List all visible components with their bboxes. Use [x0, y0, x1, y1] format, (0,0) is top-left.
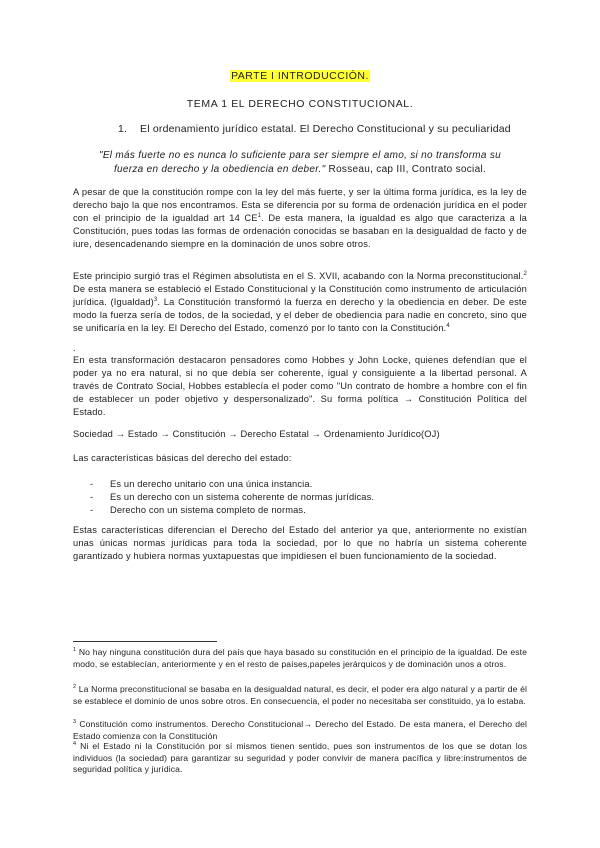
paragraph-3: En esta transformación destacaron pensadores como Hobbes y John Locke, quienes defendían que el poder ya no era natural, si no que debía ser coherente, igual y consiguiente a la libertad personal. A través de Contrato Social, Hobbes establecía el poder como "Un contrato de hombre a hombre con el fin de establecer un poder objetivo y despersonalizado". Su forma política → Constitución Política del Estado.: [73, 355, 527, 417]
paragraph-2-text-c: . La Constitución transformó la fuerza en derecho y la obediencia en deber. De este modo la fuerza sería de todos, de la sociedad, y el deber de obediencia para nadie en concreto, sino que se unificaría en la ley. El Derecho del Estado, comenzó por lo tanto con la Constitución.: [73, 296, 527, 333]
list-item-text: Es un derecho unitario con una única instancia.: [110, 479, 313, 489]
footnote-number: 2: [73, 684, 77, 691]
footnote-ref-3[interactable]: 3: [153, 296, 158, 303]
paragraph-2-text-a: Este principio surgió tras el Régimen absolutista en el S. XVII, acabando con la Norma preconstitucional.: [73, 271, 524, 281]
footnote-2: [73, 684, 527, 707]
list-item: [90, 478, 374, 491]
footnote-ref-1[interactable]: 1: [257, 212, 262, 219]
section-heading: [118, 123, 511, 135]
tema-title: TEMA 1 EL DERECHO CONSTITUCIONAL.: [186, 98, 414, 110]
footnote-text: La Norma preconstitucional se basaba en la desigualdad natural, es decir, el poder era algo natural y a partir de él se establece el dominio de unos sobre otros. En consecuencia, el poder no necesitaba ser constituido, ya lo estaba.: [73, 684, 527, 706]
paragraph-1-text-a: A pesar de que la constitución rompe con la ley del más fuerte, y ser la última forma jurídica, es la ley de derecho bajo la que nos encontramos. Esta se diferencia por su forma de ordenación jurídica en el poder con el principio de la igualdad art 14 CE: [73, 187, 527, 223]
concept-chain: Sociedad → Estado → Constitución → Derecho Estatal → Ordenamiento Jurídico(OJ): [73, 429, 440, 439]
paragraph-4: Estas características diferencian el Derecho del Estado del anterior ya que, anteriormente no existían unas únicas normas jurídicas para toda la sociedad, por lo que no habría un sistema coherente garantizado y hubiera normas yuxtapuestas que impidiesen el buen funcionamiento de la sociedad.: [73, 525, 527, 561]
quote-text: "El más fuerte no es nunca lo suficiente para ser siempre el amo, si no transforma su fuerza en derecho y la obediencia en deber.": [98, 150, 501, 175]
part-title-text: PARTE I INTRODUCCIÓN.: [231, 70, 369, 82]
footnote-number: 4: [73, 741, 77, 748]
footnote-1: [73, 647, 527, 670]
list-dash: -: [90, 479, 94, 489]
footnote-separator: [73, 641, 217, 642]
footnote-4: [73, 741, 527, 776]
footnote-3: [73, 719, 527, 742]
paragraph-2: [73, 270, 527, 335]
footnote-ref-4[interactable]: 4: [446, 322, 450, 329]
footnote-ref-2[interactable]: 2: [523, 270, 527, 277]
stray-dot: .: [73, 343, 76, 353]
part-title: [0, 70, 600, 82]
paragraph-1-text-b: . De esta manera, la igualdad es algo que caracteriza a la Constitución, pues todas las formas de ordenación conocidas se basaban en la desigualdad de facto y de iure, desencadenando siempre en la dominación de unos sobre otros.: [73, 212, 528, 249]
list-dash: -: [90, 504, 94, 515]
epigraph-quote: [92, 149, 508, 176]
paragraph-1: [73, 186, 527, 251]
characteristics-list: [90, 478, 374, 517]
list-item: [90, 491, 374, 504]
list-item: [90, 504, 374, 517]
footnote-text: Constitución como instrumentos. Derecho Constitucional→ Derecho del Estado. De esta manera, el Derecho del Estado comienza con la Constitución: [73, 719, 527, 741]
footnote-number: 1: [73, 647, 77, 654]
list-item-text: Es un derecho con un sistema coherente de normas jurídicas.: [110, 491, 375, 502]
section-number: 1.: [118, 123, 128, 135]
characteristics-intro: Las características básicas del derecho del estado:: [73, 453, 292, 463]
footnote-text: Ni el Estado ni la Constitución por sí mismos tienen sentido, pues son instrumentos de los que se dotan los individuos (la sociedad) para garantizar su seguridad y poder convivir de manera pacífica y libre:instrumentos de seguridad política y jurídica.: [73, 741, 527, 775]
footnote-text: No hay ninguna constitución dura del país que haya basado su constitución en el principio de la igualdad. De este modo, se establecían, anteriormente y en el resto de países,papeles jerárquicos y de dominación unos a otros.: [73, 647, 527, 669]
list-dash: -: [90, 491, 94, 502]
list-item-text: Derecho con un sistema completo de normas.: [110, 504, 306, 515]
paragraph-2-text-b: De esta manera se estableció el Estado Constitucional y la Constitución como instrumento de articulación jurídica. (Igualdad): [73, 283, 527, 307]
quote-source: Rosseau, cap III, Contrato social.: [325, 163, 487, 175]
section-heading-text: El ordenamiento jurídico estatal. El Derecho Constitucional y su peculiaridad: [140, 123, 511, 135]
footnote-number: 3: [73, 719, 77, 726]
